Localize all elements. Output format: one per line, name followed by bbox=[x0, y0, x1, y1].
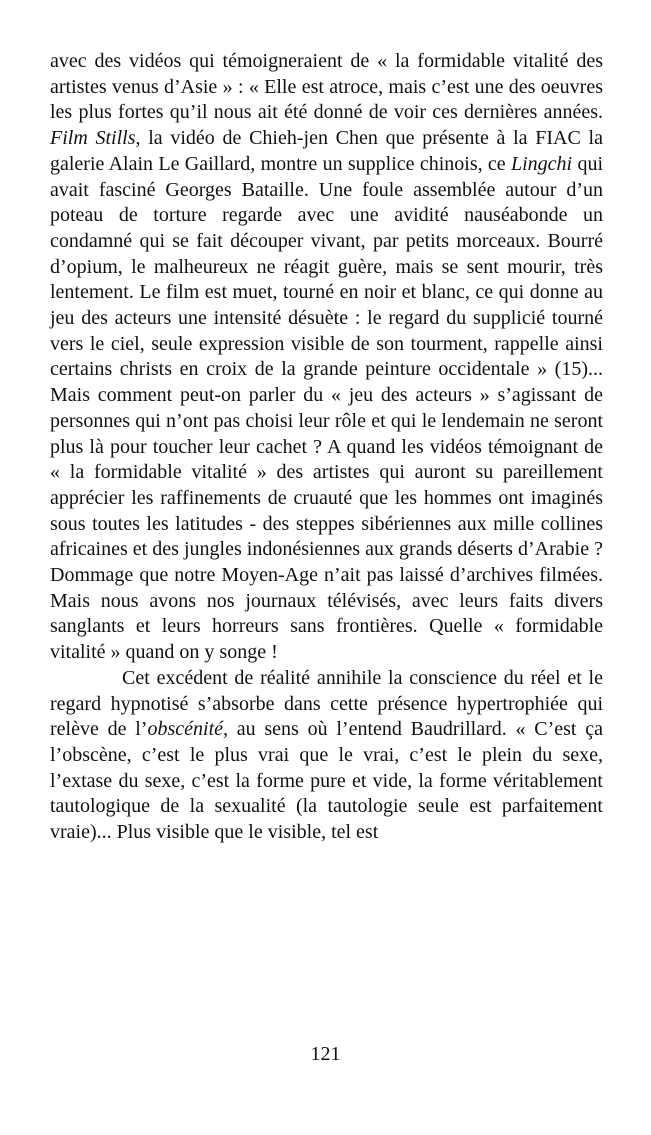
paragraph-2-text-2: au sens où l’entend Baudrillard. « C’est ça l’obscène, c’est le plus vrai que le vrai, c’est le plein du sexe, l’extase du sexe, c’est la forme pure et vide, la forme véritablement tautologique de la sexualité (la tautologie seule est parfaitement vraie)... Plus visible que le visible, tel est bbox=[50, 718, 603, 844]
page-body bbox=[50, 49, 603, 846]
paragraph-1-text-3: qui avait fasciné Georges Bataille. Une foule assemblée autour d’un poteau de torture regarde avec une avidité nauséabonde un condamné qui se fait découper vivant, par petits morceaux. Bourré d’opium, le malheureux ne réagit guère, mais se sent mourir, très lentement. Le film est muet, tourné en noir et blanc, ce qui donne au jeu des acteurs une intensité désuète : le regard du supplicié tourné vers le ciel, seule expression visible de son tourment, rappelle ainsi certains christs en croix de la grande peinture occidentale » (15)... Mais comment peut-on parler du « jeu des acteurs » s’agissant de personnes qui n’ont pas choisi leur rôle et qui le lendemain ne seront plus là pour toucher leur cachet ? A quand les vidéos témoignant de « la formidable vitalité » des artistes qui auront su pareillement apprécier les raffinements de cruauté que les hommes ont imaginés sous toutes les latitudes - des steppes sibériennes aux mille collines africaines et des jungles indonésiennes aux grands déserts d’Arabie ? Dommage que notre Moyen-Age n’ait pas laissé d’archives filmées. Mais nous avons nos journaux télévisés, avec leurs faits divers sanglants et leurs horreurs sans frontières. Quelle « formidable vitalité » quand on y songe ! bbox=[50, 152, 603, 664]
page-number: 121 bbox=[310, 1043, 341, 1065]
paragraph-1-text-2: , la vidéo de Chieh-jen Chen que présente à la FIAC la galerie Alain Le Gaillard, montre un supplice chinois, ce bbox=[50, 127, 603, 175]
paragraph-2 bbox=[50, 666, 603, 846]
paragraph-2-term-obscenite: obscénité, bbox=[147, 718, 228, 741]
paragraph-1-text-1: avec des vidéos qui témoigneraient de « la formidable vitalité des artistes venus d’Asie » : « Elle est atroce, mais c’est une des oeuvres les plus fortes qu’il nous ait été donné de voir ces dernières années. bbox=[50, 50, 603, 124]
paragraph-1-term-lingchi: Lingchi bbox=[511, 152, 573, 175]
paragraph-1 bbox=[50, 49, 603, 666]
paragraph-2-text-1: Cet excédent de réalité annihile la conscience du réel et le regard hypnotisé s’absorbe dans cette présence hypertrophiée qui relève de l’ bbox=[50, 666, 603, 741]
paragraph-1-title-film-stills: Film Stills bbox=[50, 127, 136, 150]
